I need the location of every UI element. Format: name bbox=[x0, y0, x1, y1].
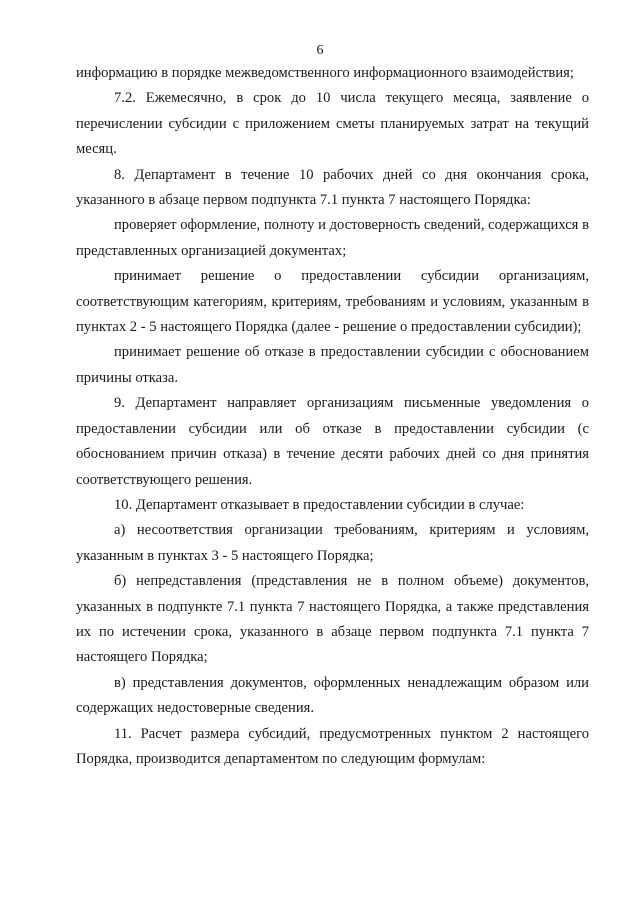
paragraph-7-2: 7.2. Ежемесячно, в срок до 10 числа текущего месяца, заявление о перечислении субсидии с приложением сметы планируемых затрат на текущий месяц. bbox=[76, 90, 589, 158]
paragraph-11: 11. Расчет размера субсидий, предусмотренных пунктом 2 настоящего Порядка, производится департаментом по следующим формулам: bbox=[76, 725, 589, 767]
paragraph-10: 10. Департамент отказывает в предоставлении субсидии в случае: bbox=[114, 496, 525, 513]
paragraph-10-b: б) непредставления (представления не в полном объеме) документов, указанных в подпункте 7.1 пункта 7 настоящего Порядка, а также представления их по истечении срока, указанного в абзаце первом подпункта 7.1 пункта 7 настоящего Порядка; bbox=[76, 573, 589, 666]
document-body bbox=[76, 61, 589, 772]
paragraph-8: 8. Департамент в течение 10 рабочих дней со дня окончания срока, указанного в абзаце первом подпункта 7.1 пункта 7 настоящего Порядка: bbox=[76, 166, 589, 209]
paragraph-8-approve: принимает решение о предоставлении субсидии организациям, соответствующим категориям, критериям, требованиям и условиям, указанным в пунктах 2 - 5 настоящего Порядка (далее - решение о предоставлении субсидии); bbox=[76, 268, 589, 336]
paragraph-9: 9. Департамент направляет организациям письменные уведомления о предоставлении субсидии или об отказе в предоставлении субсидии (с обоснованием причин отказа) в течение десяти рабочих дней со дня принятия соответствующего решения. bbox=[76, 395, 589, 488]
paragraph-8-refuse: принимает решение об отказе в предоставлении субсидии с обоснованием причины отказа. bbox=[76, 344, 589, 386]
paragraph-10-v: в) представления документов, оформленных ненадлежащим образом или содержащих недостоверные сведения. bbox=[76, 674, 589, 717]
page-number: 6 bbox=[316, 43, 324, 58]
paragraph-10-a: а) несоответствия организации требованиям, критериям и условиям, указанным в пунктах 3 - 5 настоящего Порядка; bbox=[76, 522, 589, 564]
paragraph-continuation: информацию в порядке межведомственного информационного взаимодействия; bbox=[76, 65, 574, 81]
paragraph-8-check: проверяет оформление, полноту и достоверность сведений, содержащихся в представленных организацией документах; bbox=[76, 217, 589, 259]
